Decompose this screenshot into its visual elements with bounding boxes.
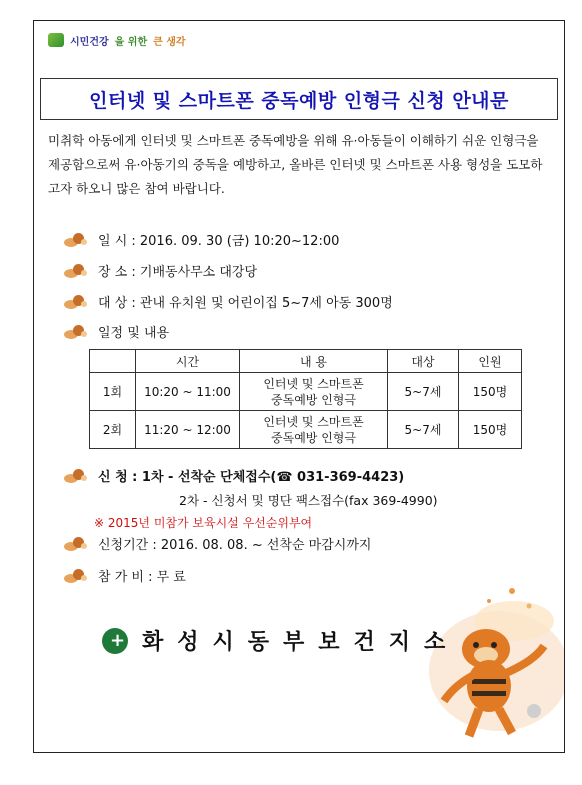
info-date-text: 일 시 : 2016. 09. 30 (금) 10:20~12:00 (98, 234, 340, 249)
table-cell-round: 2회 (90, 411, 136, 449)
apply-fee (64, 566, 186, 585)
apply-line-1-text: 신 청 : 1차 - 선착순 단체접수(☎ 031-369-4423) (98, 470, 405, 485)
logo-text-2: 을 위한 (114, 36, 148, 48)
info-date (64, 230, 339, 249)
content-line-1: 인터넷 및 스마트폰 (263, 376, 364, 391)
info-schedule (64, 322, 169, 341)
table-cell-target: 5~7세 (388, 411, 459, 449)
table-cell-content (240, 411, 388, 449)
content-line-2: 중독예방 인형극 (271, 392, 356, 407)
logo-text-3: 큰 생각 (153, 36, 186, 48)
bullet-icon (64, 536, 90, 552)
apply-period (64, 534, 371, 553)
bullet-icon (64, 324, 90, 340)
table-header-cell: 인원 (459, 350, 522, 373)
apply-fee-text: 참 가 비 : 무 료 (98, 570, 186, 585)
content-line-2: 중독예방 인형극 (271, 430, 356, 445)
info-target-text: 대 상 : 관내 유치원 및 어린이집 5~7세 아동 300명 (98, 296, 393, 311)
schedule-table (89, 349, 522, 449)
table-header-cell: 시간 (136, 350, 240, 373)
table-header-row (90, 350, 522, 373)
apply-line-2: 2차 - 신청서 및 명단 팩스접수(fax 369-4990) (179, 493, 438, 508)
bullet-icon (64, 263, 90, 279)
table-cell-target: 5~7세 (388, 373, 459, 411)
page-title: 인터넷 및 스마트폰 중독예방 인형극 신청 안내문 (40, 78, 558, 120)
intro-paragraph: 미취학 아동에게 인터넷 및 스마트폰 중독예방을 위해 유·아동들이 이해하기 쉬운 인형극을 제공함으로써 유·아동기의 중독을 예방하고, 올바른 인터넷 및 스마트폰 사용 형성을 도모하고자 하오니 많은 참여 바랍니다. (48, 133, 543, 196)
table-cell-content (240, 373, 388, 411)
table-header-cell: 내 용 (240, 350, 388, 373)
city-health-logo (48, 29, 186, 51)
bullet-icon (64, 568, 90, 584)
apply-period-text: 신청기간 : 2016. 08. 08. ~ 선착순 마감시까지 (98, 538, 372, 553)
info-schedule-label: 일정 및 내용 (98, 326, 170, 341)
bullet-icon (64, 294, 90, 310)
footer-org (102, 625, 459, 656)
content-line-1: 인터넷 및 스마트폰 (263, 414, 364, 429)
table-cell-round: 1회 (90, 373, 136, 411)
priority-note: ※ 2015년 미참가 보육시설 우선순위부여 (94, 516, 313, 530)
table-header-cell (90, 350, 136, 373)
info-target (64, 292, 393, 311)
bullet-icon (64, 468, 90, 484)
table-cell-time: 11:20 ~ 12:00 (136, 411, 240, 449)
info-place (64, 261, 257, 280)
health-center-logo-icon: + (102, 628, 128, 654)
table-cell-count: 150명 (459, 373, 522, 411)
table-header-cell: 대상 (388, 350, 459, 373)
tiger-mascot-illustration (394, 561, 564, 751)
table-row (90, 373, 522, 411)
org-name: 화성시동부보건지소 (142, 630, 460, 655)
table-cell-time: 10:20 ~ 11:00 (136, 373, 240, 411)
notice-document (33, 20, 565, 753)
table-cell-count: 150명 (459, 411, 522, 449)
leaf-icon (48, 33, 64, 47)
table-row (90, 411, 522, 449)
bullet-icon (64, 232, 90, 248)
apply-line-1 (64, 466, 404, 485)
logo-text-1: 시민건강 (70, 36, 109, 48)
info-place-text: 장 소 : 기배동사무소 대강당 (98, 265, 258, 280)
